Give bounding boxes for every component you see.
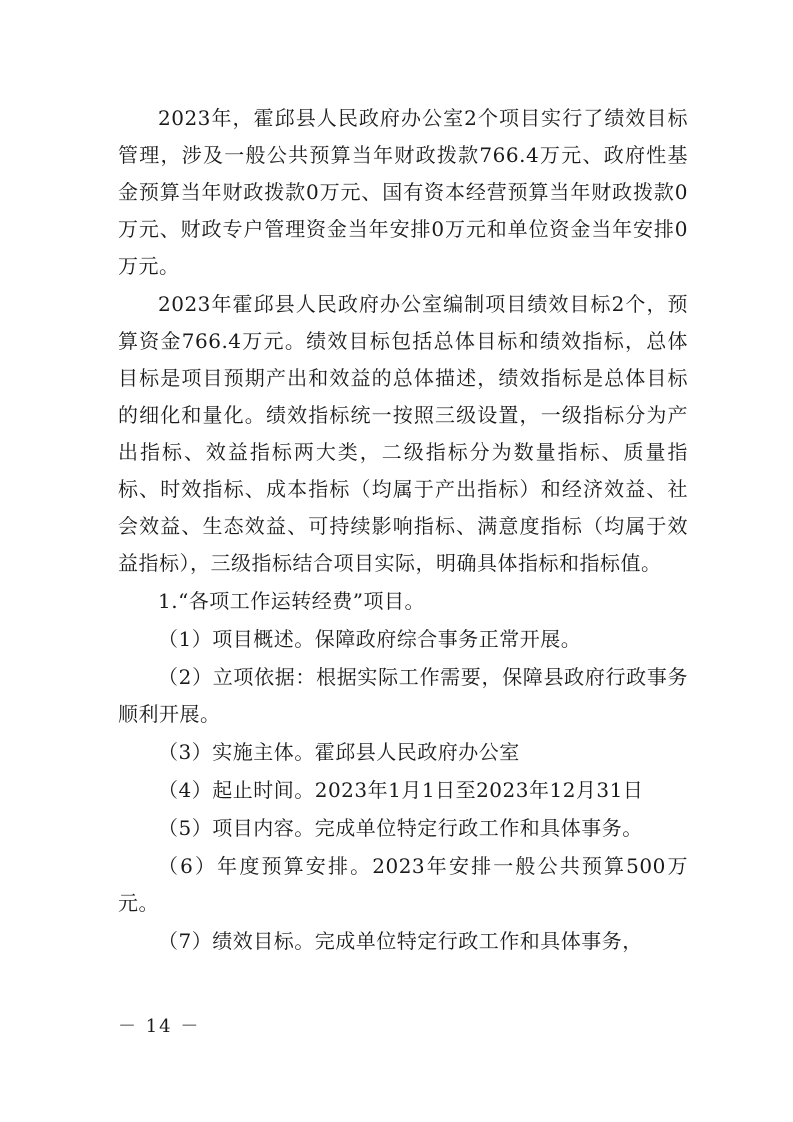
paragraph-performance-summary: 2023年，霍邱县人民政府办公室2个项目实行了绩效目标管理，涉及一般公共预算当年财政拨款766.4万元、政府性基金预算当年财政拨款0万元、国有资本经营预算当年财政拨款0万元、财政专户管理资金当年安排0万元和单位资金当年安排0万元。	[118, 106, 688, 278]
item-annual-budget: （6）年度预算安排。2023年安排一般公共预算500万元。	[118, 854, 688, 915]
item-project-basis: （2）立项依据：根据实际工作需要，保障县政府行政事务顺利开展。	[118, 665, 688, 726]
project-heading: 1.“各项工作运转经费”项目。	[158, 589, 426, 613]
page-number: － 14 －	[118, 1016, 201, 1037]
item-content: （5）项目内容。完成单位特定行政工作和具体事务。	[158, 816, 643, 840]
item-project-overview: （1）项目概述。保障政府综合事务正常开展。	[158, 627, 582, 651]
item-implementer: （3）实施主体。霍邱县人民政府办公室	[158, 740, 520, 764]
document-body	[118, 100, 688, 960]
item-performance-goal: （7）绩效目标。完成单位特定行政工作和具体事务，	[158, 929, 643, 953]
paragraph-performance-targets: 2023年霍邱县人民政府办公室编制项目绩效目标2个，预算资金766.4万元。绩效目标包括总体目标和绩效指标，总体目标是项目预期产出和效益的总体描述，绩效指标是总体目标的细化和量化。绩效指标统一按照三级设置，一级指标分为产出指标、效益指标两大类，二级指标分为数量指标、质量指标、时效指标、成本指标（均属于产出指标）和经济效益、社会效益、生态效益、可持续影响指标、满意度指标（均属于效益指标），三级指标结合项目实际，明确具体指标和指标值。	[118, 292, 688, 575]
item-period: （4）起止时间。2023年1月1日至2023年12月31日	[158, 778, 644, 802]
